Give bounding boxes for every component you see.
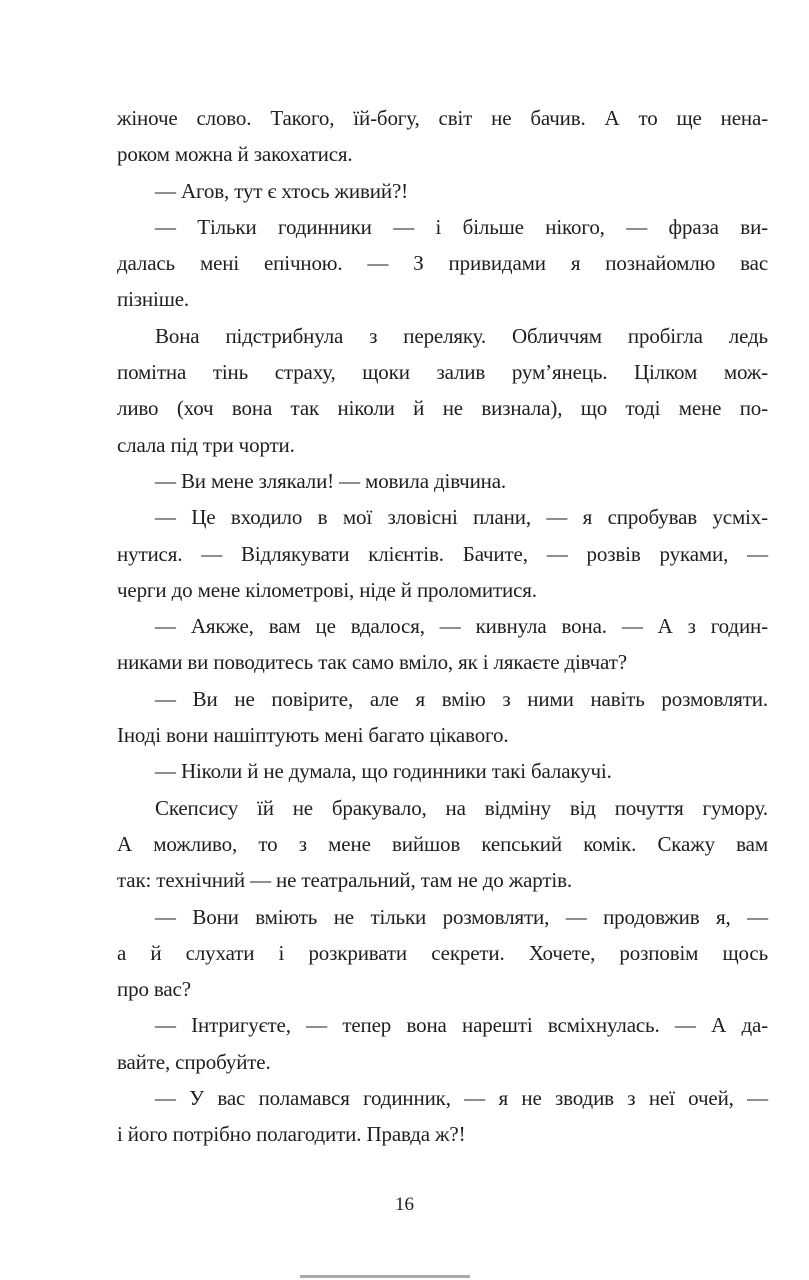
paragraph [117, 1080, 768, 1153]
text-line: — Ви мене злякали! — мовила дівчина. [155, 468, 507, 493]
text-line: а й слухати і розкривати секрети. Хочете, розповім щось [117, 940, 768, 965]
text-line: слала під три чорти. [117, 432, 295, 457]
text-line: — Вони вміють не тільки розмовляти, — продовжив я, — [155, 904, 768, 929]
paragraph [117, 499, 768, 608]
text-line: — Ви не повірите, але я вмію з ними навіть розмовляти. [155, 686, 768, 711]
page-number: 16 [395, 1194, 414, 1215]
paragraph [117, 1007, 768, 1080]
text-line: — Агов, тут є хтось живий?! [155, 178, 408, 203]
text-line: — Тільки годинники — і більше нікого, — фраза ви- [155, 214, 768, 239]
text-line: Скепсису їй не бракувало, на відміну від почуття гумору. [155, 795, 768, 820]
paragraph [117, 463, 768, 499]
text-line: — Це входило в мої зловісні плани, — я спробував усміх- [155, 505, 768, 530]
page-body-text [117, 100, 768, 1153]
text-line: — Аякже, вам це вдалося, — кивнула вона. — А з годин- [155, 614, 768, 639]
paragraph [117, 100, 768, 173]
scan-edge-mark [300, 1275, 470, 1278]
text-line: Іноді вони нашіптують мені багато цікавого. [117, 723, 509, 748]
text-line: далась мені епічною. — З привидами я познайомлю вас [117, 251, 768, 276]
text-line: ливо (хоч вона так ніколи й не визнала), що тоді мене по- [117, 396, 768, 421]
paragraph [117, 318, 768, 463]
text-line: жіноче слово. Такого, їй-богу, світ не бачив. А то ще нена- [117, 106, 768, 130]
paragraph [117, 681, 768, 754]
text-line: і його потрібно полагодити. Правда ж?! [117, 1122, 466, 1147]
text-line: — Ніколи й не думала, що годинники такі балакучі. [155, 759, 612, 784]
text-line: роком можна й закохатися. [117, 142, 353, 167]
text-line: Вона підстрибнула з переляку. Обличчям пробігла ледь [155, 323, 768, 348]
paragraph [117, 173, 768, 209]
text-line: вайте, спробуйте. [117, 1049, 271, 1074]
text-line: пізніше. [117, 287, 189, 312]
text-line: А можливо, то з мене вийшов кепський комік. Скажу вам [117, 831, 768, 856]
paragraph [117, 753, 768, 789]
text-line: так: технічний — не театральний, там не до жартів. [117, 868, 572, 893]
paragraph [117, 790, 768, 899]
text-line: нутися. — Відлякувати клієнтів. Бачите, — розвів руками, — [117, 541, 768, 566]
paragraph [117, 899, 768, 1008]
paragraph [117, 209, 768, 318]
text-line: про вас? [117, 977, 191, 1002]
text-line: никами ви поводитесь так само вміло, як і лякаєте дівчат? [117, 650, 627, 675]
text-line: — Інтригуєте, — тепер вона нарешті всміхнулась. — А да- [155, 1013, 768, 1038]
text-line: черги до мене кілометрові, ніде й проломитися. [117, 577, 537, 602]
text-line: помітна тінь страху, щоки залив рум’янець. Цілком мож- [117, 360, 768, 385]
text-line: — У вас поламався годинник, — я не зводив з неї очей, — [155, 1086, 768, 1111]
paragraph [117, 608, 768, 681]
